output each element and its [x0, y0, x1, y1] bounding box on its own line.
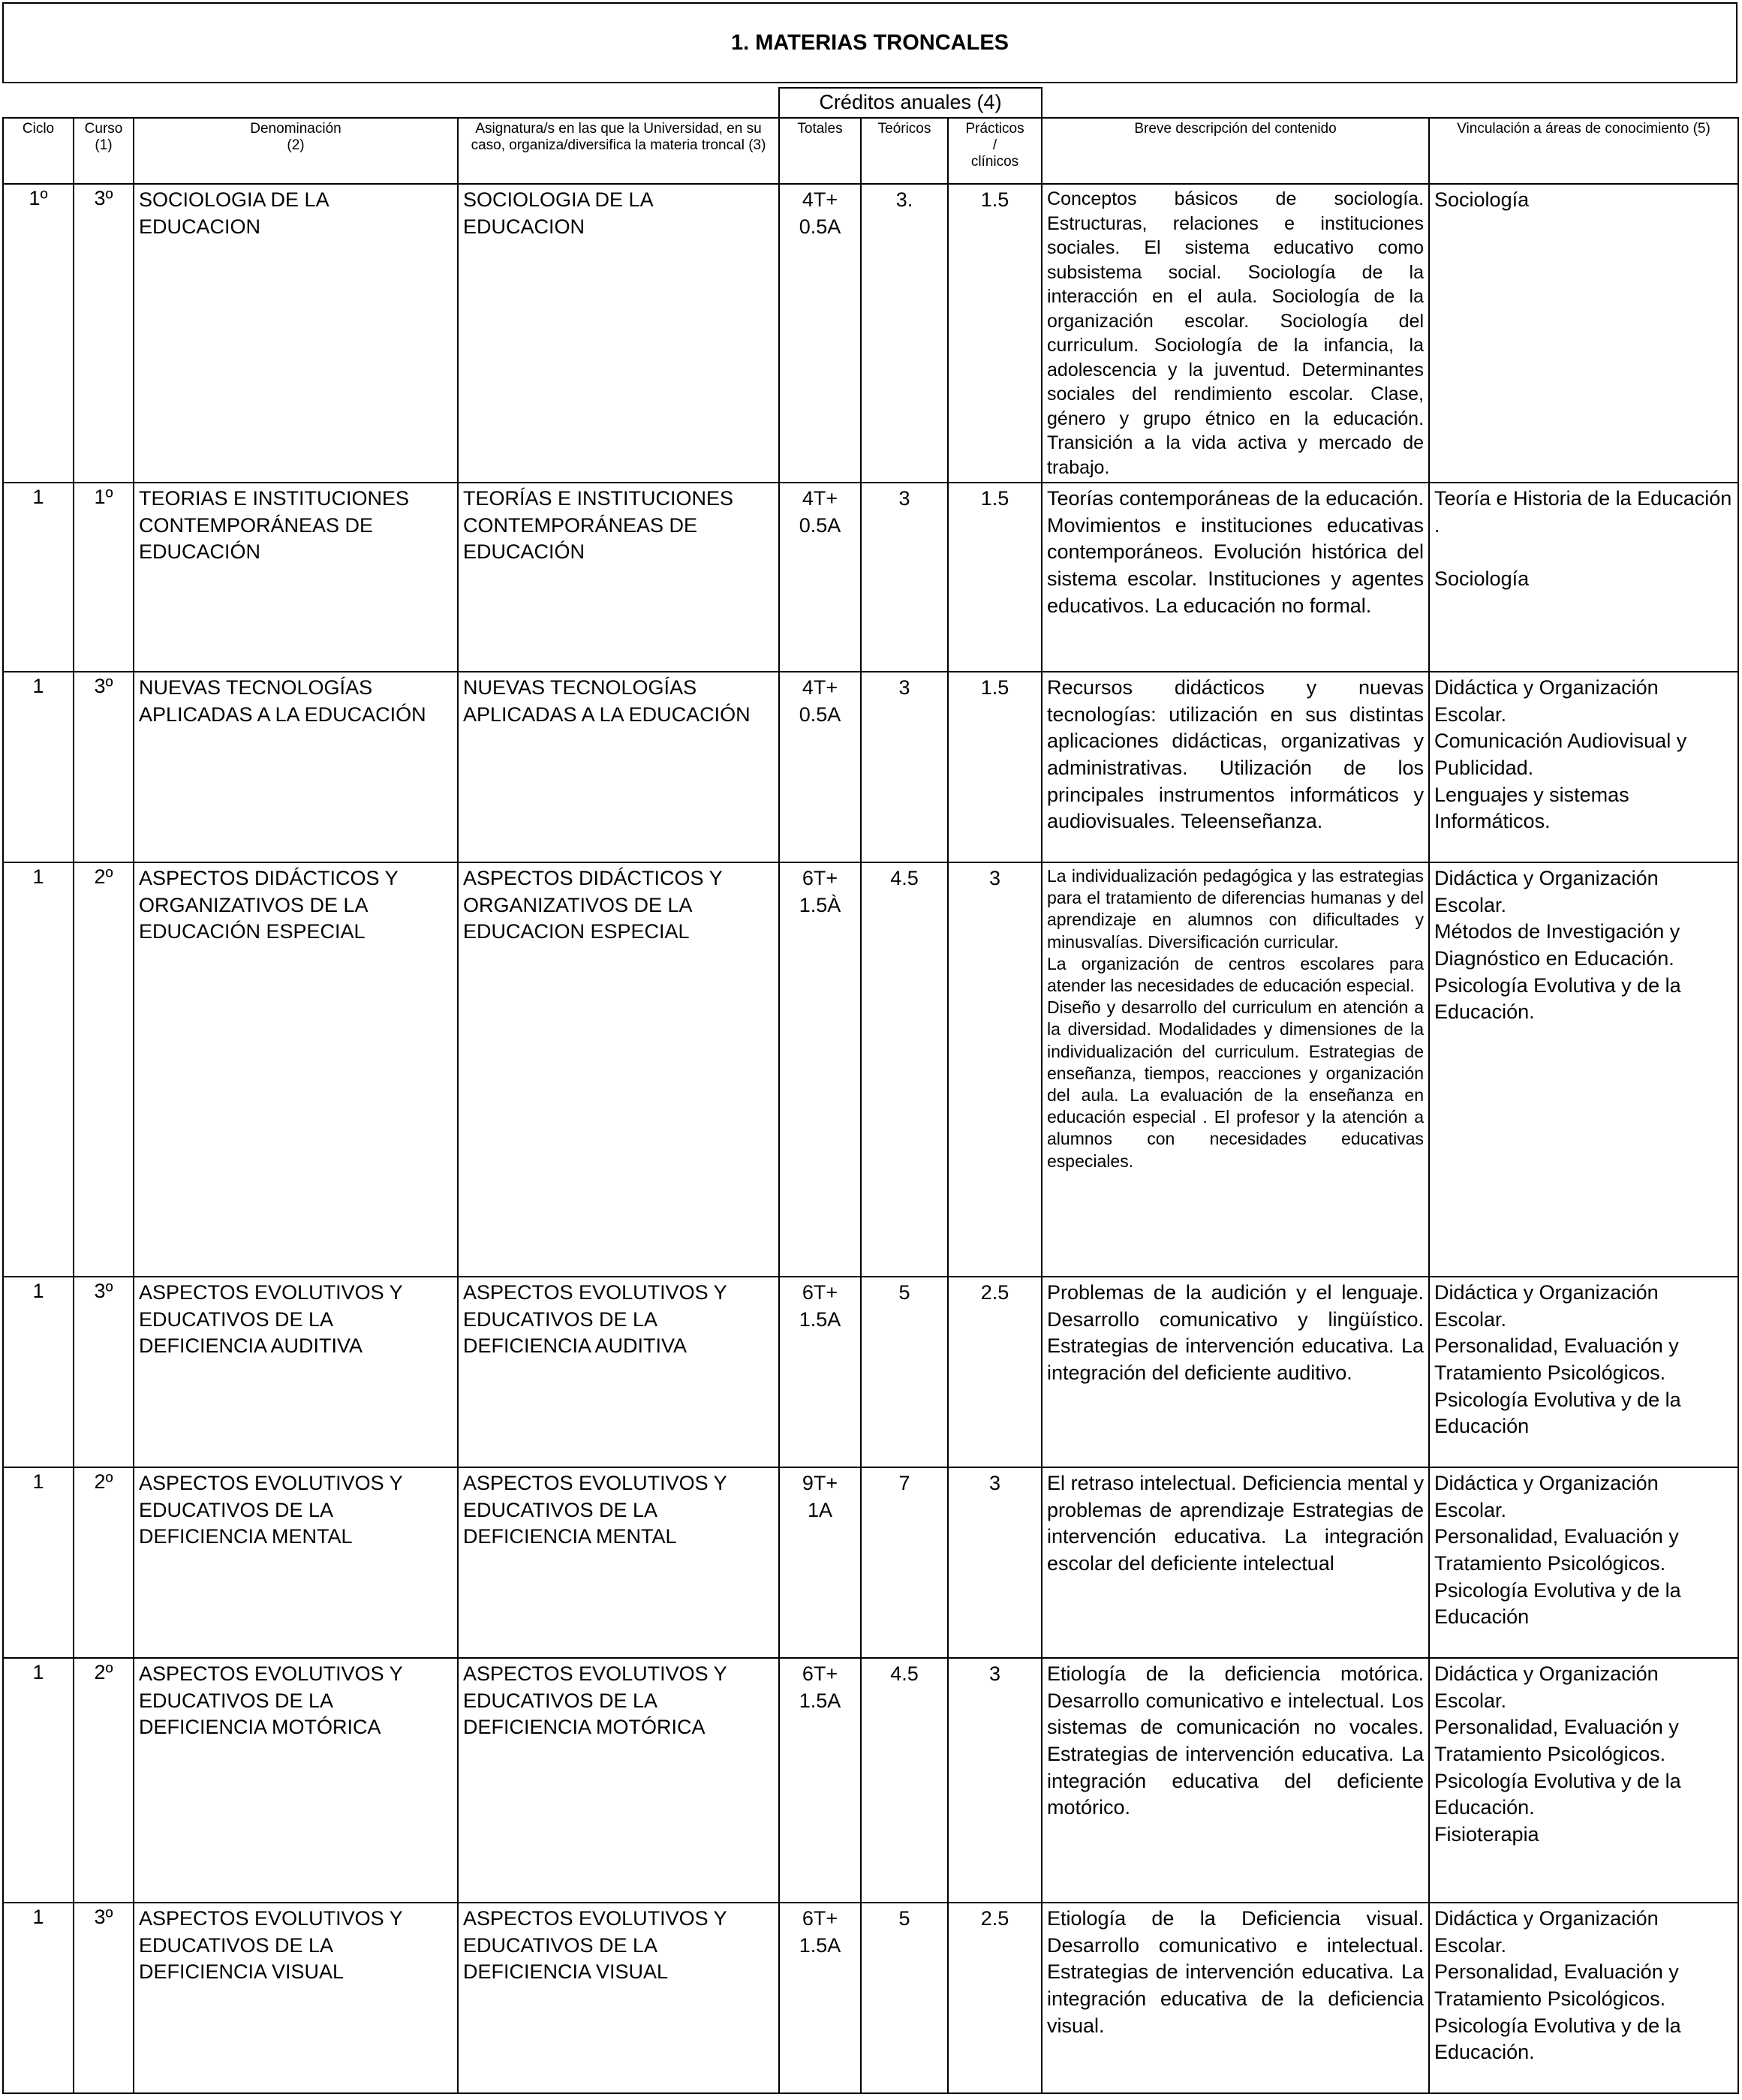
- header-practicos: Prácticos / clínicos: [948, 118, 1042, 184]
- cell-ciclo: 1: [3, 862, 74, 1277]
- area-item: Sociología: [1434, 188, 1530, 211]
- cell-teoricos: 5: [861, 1277, 948, 1467]
- area-item: Didáctica y Organización Escolar.: [1434, 676, 1659, 726]
- area-item: Teoría e Historia de la Educación .: [1434, 487, 1732, 537]
- table-row: [3, 1467, 1738, 1658]
- cell-ciclo: 1: [3, 1903, 74, 2093]
- cell-asignatura: ASPECTOS EVOLUTIVOS Y EDUCATIVOS DE LA DEFICIENCIA MENTAL: [458, 1467, 779, 1658]
- cell-totales: 4T+ 0.5A: [779, 184, 861, 483]
- cell-totales: 6T+ 1.5A: [779, 1277, 861, 1467]
- header-spacer-right: [1042, 88, 1738, 118]
- cell-curso: 3º: [74, 184, 134, 483]
- cell-asignatura: ASPECTOS EVOLUTIVOS Y EDUCATIVOS DE LA DEFICIENCIA AUDITIVA: [458, 1277, 779, 1467]
- cell-asignatura: SOCIOLOGIA DE LA EDUCACION: [458, 184, 779, 483]
- table-row: [3, 672, 1738, 862]
- cell-asignatura: NUEVAS TECNOLOGÍAS APLICADAS A LA EDUCACIÓN: [458, 672, 779, 862]
- cell-practicos: 3: [948, 862, 1042, 1277]
- area-item: Didáctica y Organización Escolar.: [1434, 1281, 1659, 1331]
- area-item: Lenguajes y sistemas Informáticos.: [1434, 783, 1629, 833]
- cell-totales: 6T+ 1.5A: [779, 1658, 861, 1903]
- cell-totales: 4T+ 0.5A: [779, 672, 861, 862]
- cell-totales: 4T+ 0.5A: [779, 483, 861, 672]
- cell-descripcion: Recursos didácticos y nuevas tecnologías: utilización en sus distintas aplicaciones didácticas, organizativas y administrativas. Utilización de los principales instrumentos informáticos y audiovisuales. Teleenseñanza.: [1042, 672, 1429, 862]
- cell-teoricos: 5: [861, 1903, 948, 2093]
- cell-denominacion: TEORIAS E INSTITUCIONES CONTEMPORÁNEAS DE EDUCACIÓN: [134, 483, 458, 672]
- area-item: Didáctica y Organización Escolar.: [1434, 867, 1659, 916]
- cell-asignatura: ASPECTOS EVOLUTIVOS Y EDUCATIVOS DE LA DEFICIENCIA VISUAL: [458, 1903, 779, 2093]
- header-asignatura: Asignatura/s en las que la Universidad, en su caso, organiza/diversifica la materia troncal (3): [458, 118, 779, 184]
- header-ciclo: Ciclo: [3, 118, 74, 184]
- area-item: Psicología Evolutiva y de la Educación.: [1434, 973, 1681, 1024]
- header-descripcion: Breve descripción del contenido: [1042, 118, 1429, 184]
- area-item: Personalidad, Evaluación y Tratamiento Psicológicos.: [1434, 1716, 1679, 1765]
- credits-group-header: Créditos anuales (4): [779, 88, 1042, 118]
- cell-denominacion: ASPECTOS DIDÁCTICOS Y ORGANIZATIVOS DE LA EDUCACIÓN ESPECIAL: [134, 862, 458, 1277]
- cell-curso: 3º: [74, 1277, 134, 1467]
- cell-denominacion: SOCIOLOGIA DE LA EDUCACION: [134, 184, 458, 483]
- cell-teoricos: 4.5: [861, 1658, 948, 1903]
- cell-asignatura: ASPECTOS EVOLUTIVOS Y EDUCATIVOS DE LA DEFICIENCIA MOTÓRICA: [458, 1658, 779, 1903]
- table-row: [3, 1658, 1738, 1903]
- area-item: Psicología Evolutiva y de la Educación.: [1434, 1769, 1681, 1819]
- area-item: Psicología Evolutiva y de la Educación: [1434, 1388, 1681, 1438]
- area-item: Didáctica y Organización Escolar.: [1434, 1907, 1659, 1957]
- cell-teoricos: 4.5: [861, 862, 948, 1277]
- cell-curso: 2º: [74, 862, 134, 1277]
- table-row: [3, 483, 1738, 672]
- cell-totales: 6T+ 1.5À: [779, 862, 861, 1277]
- cell-descripcion: El retraso intelectual. Deficiencia mental y problemas de aprendizaje Estrategias de intervención educativa. La integración escolar del deficiente intelectual: [1042, 1467, 1429, 1658]
- header-vinculacion: Vinculación a áreas de conocimiento (5): [1429, 118, 1738, 184]
- cell-denominacion: ASPECTOS EVOLUTIVOS Y EDUCATIVOS DE LA DEFICIENCIA MENTAL: [134, 1467, 458, 1658]
- cell-areas: [1429, 1903, 1738, 2093]
- cell-areas: [1429, 1658, 1738, 1903]
- area-gap: [1434, 539, 1733, 566]
- section-title: 1. MATERIAS TRONCALES: [2, 2, 1737, 83]
- table-row: [3, 1903, 1738, 2093]
- table-row: [3, 862, 1738, 1277]
- cell-areas: [1429, 184, 1738, 483]
- description-paragraph: La individualización pedagógica y las estrategias para el tratamiento de diferencias humanas y del aprendizaje en alumnos con dificultades y minusvalías. Diversificación curricular.: [1047, 866, 1425, 952]
- cell-teoricos: 3: [861, 672, 948, 862]
- area-item: Personalidad, Evaluación y Tratamiento Psicológicos.: [1434, 1334, 1679, 1384]
- cell-practicos: 3: [948, 1467, 1042, 1658]
- cell-teoricos: 3: [861, 483, 948, 672]
- cell-areas: [1429, 1467, 1738, 1658]
- cell-ciclo: 1: [3, 483, 74, 672]
- cell-asignatura: ASPECTOS DIDÁCTICOS Y ORGANIZATIVOS DE LA EDUCACION ESPECIAL: [458, 862, 779, 1277]
- cell-totales: 9T+ 1A: [779, 1467, 861, 1658]
- cell-curso: 2º: [74, 1467, 134, 1658]
- area-item: Psicología Evolutiva y de la Educación.: [1434, 2014, 1681, 2064]
- cell-curso: 2º: [74, 1658, 134, 1903]
- area-item: Personalidad, Evaluación y Tratamiento Psicológicos.: [1434, 1525, 1679, 1575]
- area-item: Sociología: [1434, 567, 1530, 591]
- cell-areas: [1429, 672, 1738, 862]
- cell-areas: [1429, 483, 1738, 672]
- area-item: Didáctica y Organización Escolar.: [1434, 1662, 1659, 1712]
- cell-denominacion: ASPECTOS EVOLUTIVOS Y EDUCATIVOS DE LA DEFICIENCIA VISUAL: [134, 1903, 458, 2093]
- cell-practicos: 3: [948, 1658, 1042, 1903]
- cell-teoricos: 3.: [861, 184, 948, 483]
- cell-areas: [1429, 1277, 1738, 1467]
- cell-practicos: 2.5: [948, 1903, 1042, 2093]
- area-item: Fisioterapia: [1434, 1822, 1539, 1846]
- cell-denominacion: ASPECTOS EVOLUTIVOS Y EDUCATIVOS DE LA DEFICIENCIA AUDITIVA: [134, 1277, 458, 1467]
- area-item: Comunicación Audiovisual y Publicidad.: [1434, 730, 1687, 779]
- cell-asignatura: TEORÍAS E INSTITUCIONES CONTEMPORÁNEAS DE EDUCACIÓN: [458, 483, 779, 672]
- cell-practicos: 1.5: [948, 184, 1042, 483]
- cell-descripcion: Etiología de la Deficiencia visual. Desarrollo comunicativo e intelectual. Estrategias de intervención educativa. La integración educativa de la deficiencia visual.: [1042, 1903, 1429, 2093]
- cell-curso: 1º: [74, 483, 134, 672]
- cell-descripcion: Teorías contemporáneas de la educación. Movimientos e instituciones educativas contemporáneos. Evolución histórica del sistema escolar. Instituciones y agentes educativos. La educación no formal.: [1042, 483, 1429, 672]
- cell-practicos: 2.5: [948, 1277, 1042, 1467]
- cell-ciclo: 1: [3, 1658, 74, 1903]
- cell-descripcion: Conceptos básicos de sociología. Estructuras, relaciones e instituciones sociales. El sistema educativo como subsistema social. Sociología de la interacción en el aula. Sociología de la organización escolar. Sociología del curriculum. Sociología de la infancia, la adolescencia y la juventud. Determinantes sociales del rendimiento escolar. Clase, género y grupo étnico en la educación. Transición a la vida activa y mercado de trabajo.: [1042, 184, 1429, 483]
- cell-practicos: 1.5: [948, 483, 1042, 672]
- cell-denominacion: ASPECTOS EVOLUTIVOS Y EDUCATIVOS DE LA DEFICIENCIA MOTÓRICA: [134, 1658, 458, 1903]
- cell-descripcion: Problemas de la audición y el lenguaje. Desarrollo comunicativo y lingüístico. Estrategias de intervención educativa. La integración del deficiente auditivo.: [1042, 1277, 1429, 1467]
- cell-ciclo: 1: [3, 672, 74, 862]
- cell-totales: 6T+ 1.5A: [779, 1903, 861, 2093]
- area-item: Psicología Evolutiva y de la Educación: [1434, 1578, 1681, 1629]
- cell-ciclo: 1: [3, 1277, 74, 1467]
- cell-teoricos: 7: [861, 1467, 948, 1658]
- header-totales: Totales: [779, 118, 861, 184]
- header-denominacion: Denominación (2): [134, 118, 458, 184]
- header-teoricos: Teóricos: [861, 118, 948, 184]
- cell-areas: [1429, 862, 1738, 1277]
- description-paragraph: Diseño y desarrollo del curriculum en atención a la diversidad. Modalidades y dimensiones de la individualización del curriculum. Estrategias de enseñanza, tiempos, reacciones y organización del aula. La evaluación de la enseñanza en educación especial . El profesor y la atención a alumnos con necesidades educativas especiales.: [1047, 997, 1425, 1171]
- area-item: Métodos de Investigación y Diagnóstico en Educación.: [1434, 920, 1680, 970]
- header-spacer: [3, 88, 779, 118]
- area-item: Didáctica y Organización Escolar.: [1434, 1472, 1659, 1521]
- cell-descripcion: [1042, 862, 1429, 1277]
- materias-table: [2, 87, 1739, 2094]
- cell-descripcion: Etiología de la deficiencia motórica. Desarrollo comunicativo e intelectual. Los sistemas de comunicación no vocales. Estrategias de intervención educativa. La integración educativa del deficiente motórico.: [1042, 1658, 1429, 1903]
- cell-ciclo: 1º: [3, 184, 74, 483]
- description-paragraph: La organización de centros escolares para atender las necesidades de educación especial.: [1047, 953, 1425, 996]
- header-curso: Curso (1): [74, 118, 134, 184]
- cell-curso: 3º: [74, 1903, 134, 2093]
- table-row: [3, 184, 1738, 483]
- area-item: Personalidad, Evaluación y Tratamiento Psicológicos.: [1434, 1960, 1679, 2010]
- cell-ciclo: 1: [3, 1467, 74, 1658]
- cell-denominacion: NUEVAS TECNOLOGÍAS APLICADAS A LA EDUCACIÓN: [134, 672, 458, 862]
- cell-practicos: 1.5: [948, 672, 1042, 862]
- cell-curso: 3º: [74, 672, 134, 862]
- table-row: [3, 1277, 1738, 1467]
